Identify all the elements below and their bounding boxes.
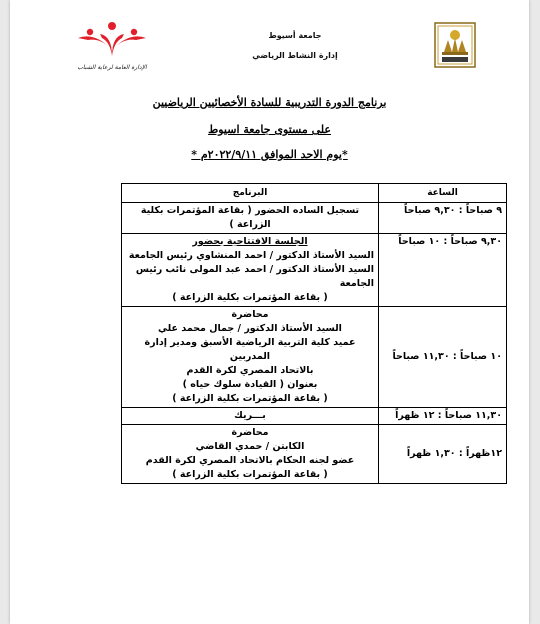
table-row [122, 234, 507, 307]
program-line: محاضرة [231, 309, 269, 320]
program-line: السيد الأستاذ الدكتور / احمد المنشاوي رئيس الجامعة [128, 250, 374, 261]
university-name: جامعة أسيوط [268, 31, 322, 40]
program-line: السيد الأستاذ الدكتور / جمال محمد علي [158, 323, 342, 334]
table-header-row [122, 184, 507, 203]
program-line: عضو لجنه الحكام بالاتحاد المصري لكرة القدم [145, 455, 355, 466]
youth-care-logo-icon [74, 18, 150, 62]
program-date: *يوم الاحد الموافق ٢٠٢٢/٩/١١م * [191, 148, 348, 161]
program-line: الجلسة الافتتاحية بحضور [192, 236, 308, 247]
program-line: تسجيل الساده الحضور ( بقاعة المؤتمرات بكلية الزراعة ) [140, 205, 360, 230]
program-line: ( بقاعة المؤتمرات بكلية الزراعة ) [172, 393, 328, 404]
row-time: ١٠ صباحاً : ١١,٣٠ صباحاً [379, 307, 507, 408]
youth-care-caption: الإدارة العامة لرعاية الشباب [77, 64, 147, 71]
program-line: ( بقاعة المؤتمرات بكلية الزراعة ) [172, 292, 328, 303]
program-line: بعنوان ( القيادة سلوك حياه ) [182, 379, 318, 390]
document-page [10, 0, 529, 624]
schedule-table [121, 183, 507, 484]
program-line: ( بقاعة المؤتمرات بكلية الزراعة ) [172, 469, 328, 480]
table-row [122, 307, 507, 408]
program-line: الكابتن / حمدي القاضي [195, 441, 305, 452]
table-row [122, 203, 507, 234]
row-program [122, 234, 379, 307]
program-line: بالاتحاد المصري لكرة القدم [186, 365, 314, 376]
program-line: محاضرة [231, 427, 269, 438]
program-line: عميد كلية التربية الرياضية الأسبق ومدير إدارة المدربين [144, 337, 356, 362]
program-line: السيد الأستاذ الدكتور / احمد عبد المولى نائب رئيس الجامعة [135, 264, 374, 289]
department-name: إدارة النشاط الرياضي [252, 51, 338, 60]
header-text [240, 26, 350, 66]
program-title: برنامج الدورة التدريبية للسادة الأخصائيين الرياضيين [152, 96, 387, 109]
row-time: ١٢ظهراً : ١,٣٠ ظهراً [379, 425, 507, 484]
row-program [122, 307, 379, 408]
program-subtitle: على مستوى جامعة اسيوط [208, 123, 331, 136]
program-line: بـــريك [234, 410, 266, 421]
row-program [122, 425, 379, 484]
assiut-university-logo-icon [434, 22, 476, 68]
header-program: البرنامج [122, 184, 379, 203]
header-time: الساعة [379, 184, 507, 203]
row-time: ٩ صباحاً : ٩,٣٠ صباحاً [379, 203, 507, 234]
row-time: ١١,٣٠ صباحاً : ١٢ ظهراً [379, 408, 507, 425]
table-row [122, 408, 507, 425]
title-block [10, 96, 529, 161]
row-time: ٩,٣٠ صباحاً : ١٠ صباحاً [379, 234, 507, 307]
row-program [122, 203, 379, 234]
table-row [122, 425, 507, 484]
row-program [122, 408, 379, 425]
